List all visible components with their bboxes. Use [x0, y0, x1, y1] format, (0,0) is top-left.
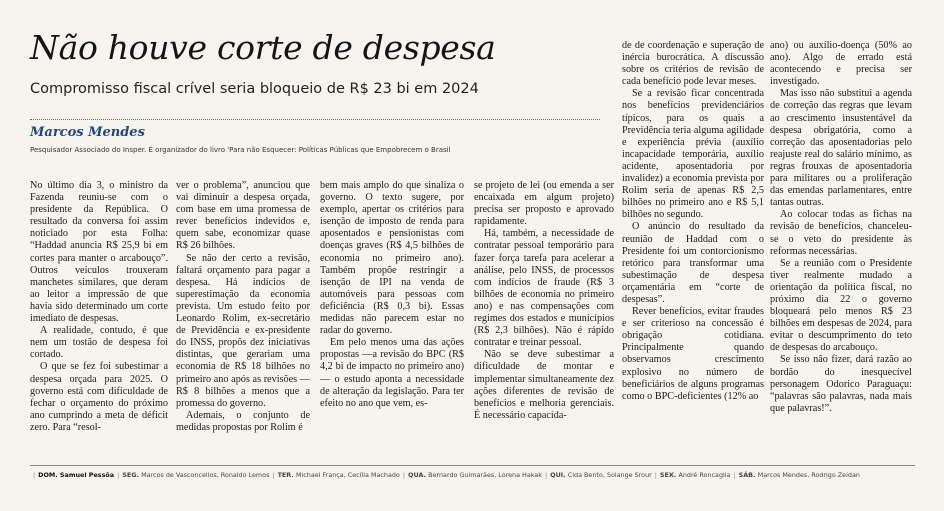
- paragraph: A realidade, contudo, é que nem um tostão de despesa foi cortado.: [30, 325, 168, 361]
- article-column-1: [30, 180, 168, 434]
- paragraph: Rever benefícios, evitar fraudes e ser criterioso na concessão é obrigação cotidiana. Principalmente quando observamos crescimento explosivo no número de beneficiários de alguns programas como o BPC-deficientes (12% ao: [622, 306, 764, 402]
- paragraph: ano) ou auxílio-doença (50% ao ano). Algo de errado está acontecendo e precisa ser investigado.: [770, 40, 912, 88]
- paragraph: No último dia 3, o ministro da Fazenda reuniu-se com o presidente da República. O resultado da conversa foi assim noticiado por esta Folha: “Haddad anuncia R$ 25,9 bi em cortes para manter o arcabouço”. Outros veículos trouxeram manchetes similares, que deram ao leitor a impressão de que havia sido determinado um corte imediato de despesas.: [30, 180, 168, 325]
- footer-separator: |: [402, 471, 406, 479]
- paragraph: Ademais, o conjunto de medidas propostas por Rolim é: [176, 409, 310, 433]
- footer-separator: |: [733, 471, 736, 479]
- author-description: Pesquisador Associado do Insper. É organizador do livro 'Para não Esquecer: Políticas Públicas que Empobrecem o Brasil: [30, 146, 451, 154]
- paragraph: Se isso não fizer, dará razão ao bordão do inesquecível personagem Odorico Paraguaçu: “palavras são palavras, nada mais que palavras!”.: [770, 354, 912, 414]
- footer-day: TER.: [277, 471, 296, 479]
- paragraph: Mas isso não substitui a agenda de correção das regras que levam ao crescimento insustentável da despesa obrigatória, como a correção das aposentadorias pelo reajuste real do salário mínimo, as regras frouxas de aposentadoria para militares ou a proliferação das emendas parlamentares, entre tantas outras.: [770, 88, 912, 209]
- paragraph: Em pelo menos uma das ações propostas —a revisão do BPC (R$ 4,2 bi de impacto no primeiro ano)— o estudo aponta a necessidade de alteração da legislação. Para ter efeito no ano que vem, es-: [320, 337, 464, 409]
- footer-day: SEX.: [659, 471, 679, 479]
- paragraph: O anúncio do resultado da reunião de Haddad com o Presidente foi um contorcionismo retórico para transformar uma subestimação de despesa orçamentária em “corte de despesas”.: [622, 221, 764, 305]
- footer-day: QUI.: [550, 471, 568, 479]
- footer-separator: |: [117, 471, 120, 479]
- paragraph: de de coordenação e superação de inércia burocrática. A discussão sobre os critérios de revisão de cada benefício pode levar meses.: [622, 40, 764, 88]
- columnist-schedule: [30, 471, 860, 479]
- footer-day: QUA.: [408, 471, 429, 479]
- article-column-2: [176, 180, 310, 434]
- paragraph: Ao colocar todas as fichas na revisão de benefícios, chanceleu-se o veto do presidente às reformas necessárias.: [770, 209, 912, 257]
- paragraph: ver o problema”, anunciou que vai diminuir a despesa orçada, com base em uma promessa de rever benefícios indevidos e, quem sabe, economizar quase R$ 26 bilhões.: [176, 180, 310, 252]
- footer-separator: |: [272, 471, 275, 479]
- paragraph: Não se deve subestimar a dificuldade de montar e implementar simultaneamente dez ações diferentes de revisão de benefícios e melhoria gerenciais. É necessário capacida-: [474, 349, 614, 421]
- paragraph: Se não der certo a revisão, faltará orçamento para pagar a despesa. Há indícios de superestimação da economia prevista. Um estudo feito por Leonardo Rolim, ex-secretário de Previdência e ex-presidente do INSS, propôs dez iniciativas distintas, que gerariam uma economia de R$ 18 bilhões no primeiro ano após as revisões —R$ 8 bilhões a menos que a promessa do governo.: [176, 252, 310, 409]
- paragraph: Se a reunião com o Presidente tiver realmente mudado a orientação da política fiscal, no próximo dia 22 o governo bloqueará pelo menos R$ 23 bilhões em despesas de 2024, para evitar o descumprimento do teto de despesas do arcabouço.: [770, 257, 912, 354]
- paragraph: Há, também, a necessidade de contratar pessoal temporário para fazer força tarefa para acelerar a análise, pelo INSS, de processos com indícios de fraude (R$ 3 bilhões de economia no primeiro ano) e nas compensações com regimes dos estados e municípios (R$ 2,3 bilhões). Não é rápido contratar e treinar pessoal.: [474, 228, 614, 349]
- paragraph: O que se fez foi subestimar a despesa orçada para 2025. O governo está com dificuldade de fechar o orçamento do próximo ano cumprindo a meta de déficit zero. Para “resol-: [30, 361, 168, 433]
- footer-columnists: Marcos de Vasconcellos, Ronaldo Lemos: [141, 471, 270, 479]
- footer-day: SEG.: [122, 471, 142, 479]
- article-column-5: [622, 40, 764, 403]
- author-name: Marcos Mendes: [30, 125, 145, 140]
- article-column-4: [474, 180, 614, 422]
- article-column-3: [320, 180, 464, 410]
- footer-separator: |: [544, 471, 548, 479]
- footer-columnists: Samuel Pessôa: [59, 471, 115, 479]
- author-divider: [30, 119, 600, 120]
- paragraph: bem mais amplo do que sinaliza o governo. O texto sugere, por exemplo, apertar os critérios para isenção de imposto de renda para aposentados e pensionistas com doenças graves (R$ 4,5 bilhões de economia no primeiro ano). Também propõe restringir a isenção de IPI na venda de automóveis para pessoas com deficiência (R$ 0,3 bi). Essas medidas não parecem estar no radar do governo.: [320, 180, 464, 337]
- footer-day: DOM.: [38, 471, 60, 479]
- footer-columnists: Michael França, Cecília Machado: [295, 471, 400, 479]
- footer-columnists: André Roncaglia: [678, 471, 731, 479]
- footer-columnists: Cida Bento, Solange Srour: [567, 471, 652, 479]
- subhead: Compromisso fiscal crível seria bloqueio de R$ 23 bi em 2024: [30, 81, 479, 97]
- paragraph: Se a revisão ficar concentrada nos benefícios previdenciários típicos, para os quais a Previdência teria alguma agilidade e experiência prévia (auxílio incapacidade temporária, auxílio acidente, aposentadoria por invalidez) a economia prevista por Rolim seria de apenas R$ 2,5 bilhões no primeiro ano e R$ 5,1 bilhões no segundo.: [622, 88, 764, 221]
- footer-separator: |: [654, 471, 657, 479]
- paragraph: se projeto de lei (ou emenda a ser encaixada em algum projeto) precisa ser proposto e aprovado rapidamente.: [474, 180, 614, 228]
- footer-day: SÁB.: [738, 471, 758, 479]
- article-column-6: [770, 40, 912, 415]
- footer-divider: [30, 465, 915, 466]
- footer-separator: |: [33, 471, 36, 479]
- footer-columnists: Bernardo Guimarães, Lorena Hakak: [428, 471, 542, 479]
- footer-columnists: Marcos Mendes, Rodrigo Zeidan: [757, 471, 860, 479]
- headline: Não houve corte de despesa: [30, 28, 496, 67]
